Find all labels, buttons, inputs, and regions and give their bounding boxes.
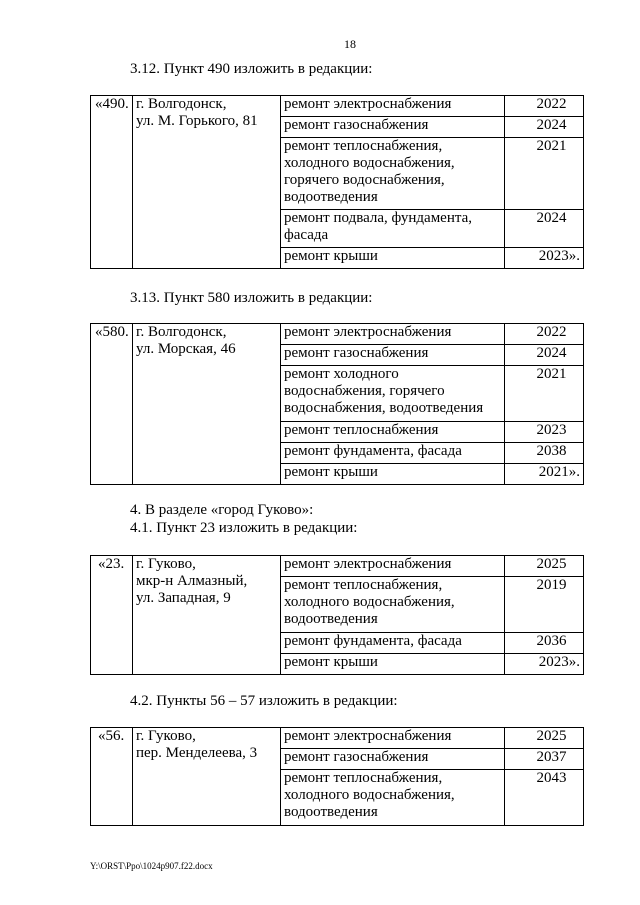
table-row xyxy=(91,728,584,749)
work-cell: ремонт электроснабжения xyxy=(281,556,505,577)
address-cell xyxy=(133,324,281,485)
year-cell: 2036 xyxy=(505,633,584,654)
work-cell: ремонт подвала, фундамента, фасада xyxy=(281,210,505,248)
section-heading-4-2: 4.2. Пункты 56 – 57 изложить в редакции: xyxy=(130,693,398,709)
file-path-footer: Y:\ORST\Ppo\1024p907.f22.docx xyxy=(90,861,213,871)
table-row xyxy=(91,556,584,577)
work-cell: ремонт крыши xyxy=(281,248,505,269)
table-item-580 xyxy=(90,323,584,485)
work-cell: ремонт теплоснабжения, холодного водоснабжения, водоотведения xyxy=(281,770,505,826)
section-heading-4: 4. В разделе «город Гуково»: xyxy=(130,502,314,518)
section-heading-4-1: 4.1. Пункт 23 изложить в редакции: xyxy=(130,520,358,536)
address-line: пер. Менделеева, 3 xyxy=(136,745,258,761)
year-cell: 2024 xyxy=(505,117,584,138)
address-line: г. Волгодонск, xyxy=(136,324,227,340)
address-line: г. Гуково, xyxy=(136,556,196,572)
item-number: «580. xyxy=(91,324,133,485)
year-cell: 2022 xyxy=(505,324,584,345)
address-line: мкр-н Алмазный, xyxy=(136,573,248,589)
work-cell: ремонт газоснабжения xyxy=(281,117,505,138)
year-cell: 2021 xyxy=(505,366,584,422)
year-cell: 2025 xyxy=(505,556,584,577)
year-cell: 2023 xyxy=(505,422,584,443)
work-cell: ремонт электроснабжения xyxy=(281,96,505,117)
year-cell: 2024 xyxy=(505,210,584,248)
year-cell: 2025 xyxy=(505,728,584,749)
work-cell: ремонт электроснабжения xyxy=(281,728,505,749)
year-cell: 2022 xyxy=(505,96,584,117)
year-cell: 2023». xyxy=(505,654,584,675)
address-line: ул. Морская, 46 xyxy=(136,341,236,357)
address-line: г. Волгодонск, xyxy=(136,96,227,112)
table-row xyxy=(91,324,584,345)
year-cell: 2037 xyxy=(505,749,584,770)
work-cell: ремонт электроснабжения xyxy=(281,324,505,345)
work-cell: ремонт теплоснабжения, холодного водоснабжения, горячего водоснабжения, водоотведения xyxy=(281,138,505,210)
address-line: ул. Западная, 9 xyxy=(136,590,231,606)
table-row xyxy=(91,96,584,117)
work-cell: ремонт теплоснабжения, холодного водоснабжения, водоотведения xyxy=(281,577,505,633)
work-cell: ремонт фундамента, фасада xyxy=(281,633,505,654)
year-cell: 2021». xyxy=(505,464,584,485)
work-cell: ремонт газоснабжения xyxy=(281,345,505,366)
work-cell: ремонт крыши xyxy=(281,654,505,675)
address-cell xyxy=(133,728,281,826)
section-heading-3-12: 3.12. Пункт 490 изложить в редакции: xyxy=(130,61,373,77)
item-number: «23. xyxy=(91,556,133,675)
table-item-56 xyxy=(90,727,584,826)
work-cell: ремонт холодного водоснабжения, горячего водоснабжения, водоотведения xyxy=(281,366,505,422)
item-number: «56. xyxy=(91,728,133,826)
address-line: г. Гуково, xyxy=(136,728,196,744)
work-cell: ремонт газоснабжения xyxy=(281,749,505,770)
table-item-23 xyxy=(90,555,584,675)
item-number: «490. xyxy=(91,96,133,269)
address-line: ул. М. Горького, 81 xyxy=(136,113,258,129)
table-item-490 xyxy=(90,95,584,269)
year-cell: 2023». xyxy=(505,248,584,269)
year-cell: 2038 xyxy=(505,443,584,464)
section-heading-3-13: 3.13. Пункт 580 изложить в редакции: xyxy=(130,290,373,306)
page-number: 18 xyxy=(344,37,356,51)
work-cell: ремонт фундамента, фасада xyxy=(281,443,505,464)
work-cell: ремонт теплоснабжения xyxy=(281,422,505,443)
year-cell: 2019 xyxy=(505,577,584,633)
address-cell xyxy=(133,96,281,269)
year-cell: 2024 xyxy=(505,345,584,366)
work-cell: ремонт крыши xyxy=(281,464,505,485)
year-cell: 2043 xyxy=(505,770,584,826)
address-cell xyxy=(133,556,281,675)
year-cell: 2021 xyxy=(505,138,584,210)
